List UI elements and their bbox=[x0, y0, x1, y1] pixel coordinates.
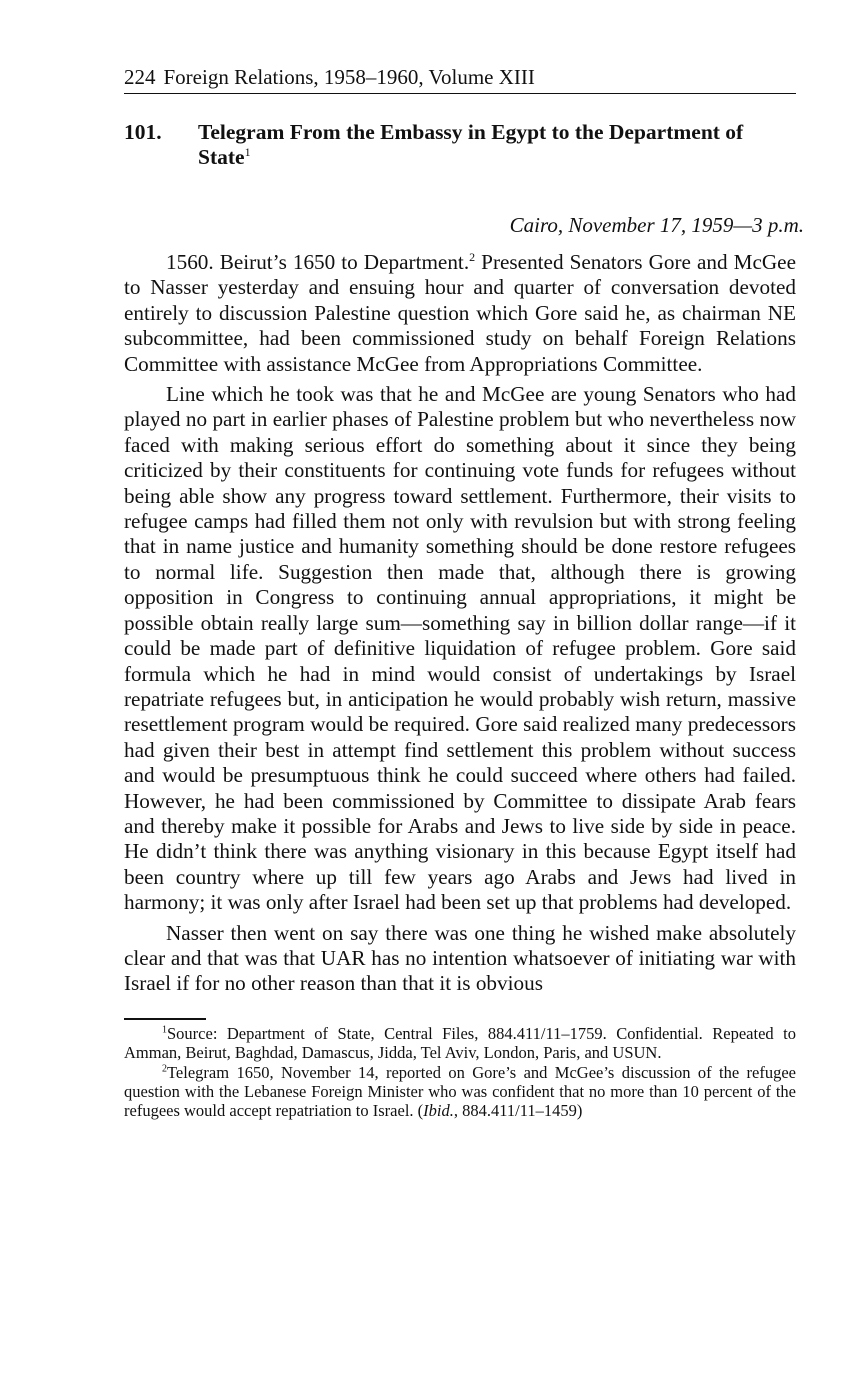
dateline: Cairo, November 17, 1959—3 p.m. bbox=[509, 213, 804, 237]
footnote-1-mark: 1 bbox=[162, 1024, 167, 1036]
footnote-2-ibid: Ibid. bbox=[423, 1101, 454, 1121]
volume-title: Foreign Relations, 1958–1960, Volume XIII bbox=[163, 65, 535, 89]
footnote-2 bbox=[124, 1063, 796, 1121]
footnote-1 bbox=[124, 1024, 796, 1063]
paragraph-2: Line which he took was that he and McGee are young Senators who had played no part in earlier phases of Palestine problem but who nevertheless now faced with making serious effort do something about it since they being criticized by their constituents for continuing vote funds for refugees without being able show any progress toward settlement. Furthermore, their visits to refugee camps had filled them not only with revulsion but with strong feeling that in name justice and humanity something should be done restore refugees to normal life. Suggestion then made that, although there is growing opposition in Congress to continuing annual appropriations, it might be possible obtain really large sum—something say in billion dollar range—if it could be made part of definitive liquidation of refugee problem. Gore said formula which he had in mind would consist of undertakings by Israel repatriate refugees but, in anticipation he would probably wish return, massive resettlement program would be required. Gore said realized many predecessors had given their best in attempt find settlement this problem without success and would be presumptuous think he could succeed where others had failed. However, he had been commissioned by Committee to dissipate Arab fears and thereby make it possible for Arabs and Jews to live side by side in peace. He didn’t think there was anything visionary in this because Egypt itself had been country where up till few years ago Arabs and Jews had lived in harmony; it was only after Israel had been set up that problems had developed. bbox=[124, 382, 796, 915]
footnotes bbox=[124, 1024, 796, 1121]
document-heading bbox=[124, 120, 796, 170]
document-title-text: Telegram From the Embassy in Egypt to the Department of State bbox=[198, 120, 744, 169]
paragraph-1-text: Presented Senators Gore and McGee to Nasser yesterday and ensuing hour and quarter of conversation devoted entirely to discussion Palestine question which Gore said he, as chairman NE subcommittee, had been commissioned study on behalf Foreign Relations Committee with assistance McGee from Appropriations Committee. bbox=[124, 250, 796, 376]
paragraph-1-opening: 1560. Beirut’s 1650 to Department. bbox=[166, 250, 470, 274]
paragraph-3: Nasser then went on say there was one thing he wished make absolutely clear and that was that UAR has no intention whatsoever of initiating war with Israel if for no other reason than that it is obvious bbox=[124, 920, 796, 996]
footnote-2-text: Telegram 1650, November 14, reported on Gore’s and McGee’s discussion of the refugee question with the Lebanese Foreign Minister who was confident that no more than 10 percent of the refugees would accept repatriation to Israel. ( bbox=[124, 1062, 796, 1121]
document-number: 101. bbox=[124, 120, 162, 144]
footnote-2-mark: 2 bbox=[162, 1063, 167, 1075]
telegram-body bbox=[124, 250, 796, 997]
footnote-2-citation: , 884.411/11–1459) bbox=[453, 1101, 583, 1121]
page-number: 224 bbox=[124, 65, 156, 89]
footnote-ref-2: 2 bbox=[469, 249, 476, 264]
paragraph-1 bbox=[124, 250, 796, 377]
running-head bbox=[124, 64, 796, 94]
page bbox=[124, 64, 804, 1121]
document-title bbox=[198, 120, 796, 170]
footnote-divider bbox=[124, 1018, 206, 1020]
footnote-1-text: Source: Department of State, Central Files, 884.411/11–1759. Confidential. Repeated to Amman, Beirut, Baghdad, Damascus, Jidda, Tel Aviv, London, Paris, and USUN. bbox=[124, 1023, 796, 1063]
footnote-ref-1: 1 bbox=[244, 144, 251, 159]
